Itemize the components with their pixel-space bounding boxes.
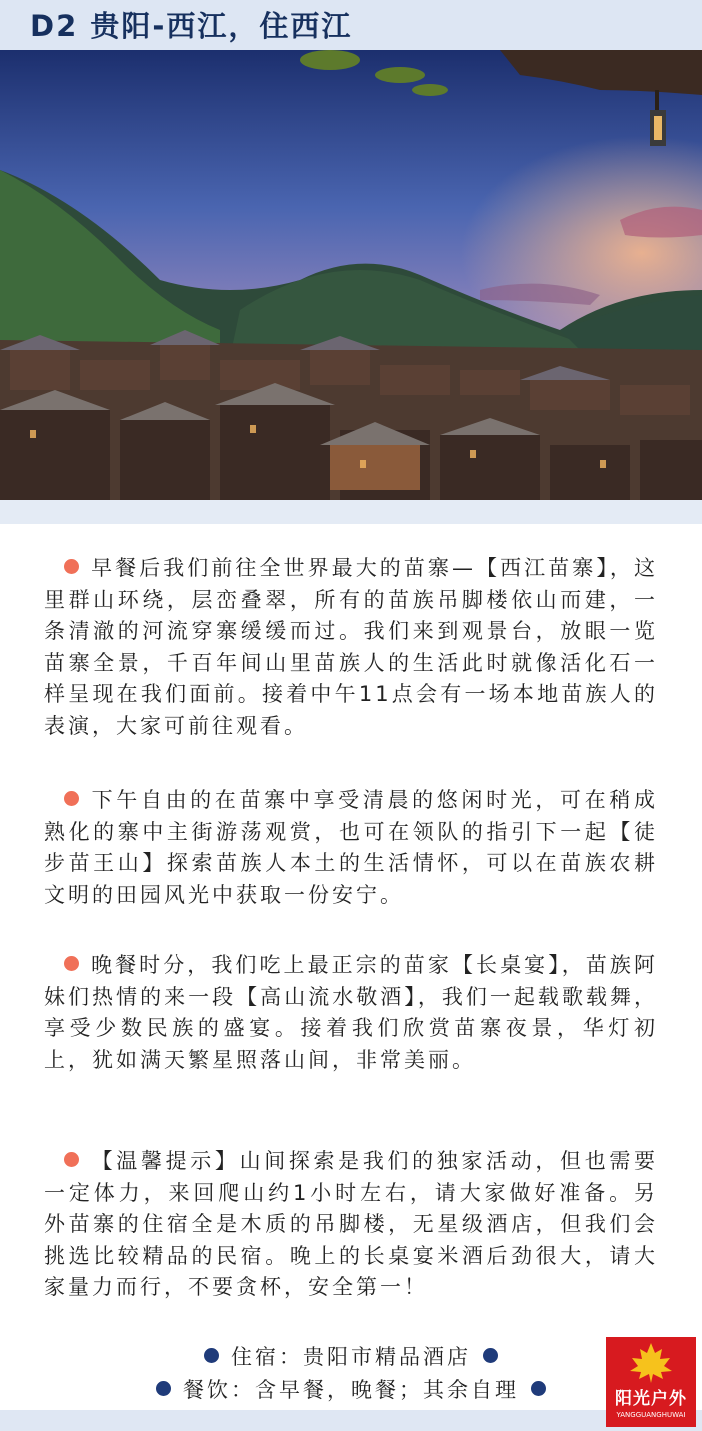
mountain-village-photo <box>0 50 702 500</box>
separator-band <box>0 500 702 524</box>
day-title: D2 贵阳-西江，住西江 <box>30 9 353 43</box>
meals-line: 餐饮：含早餐，晚餐；其余自理 <box>0 1375 702 1405</box>
brand-logo <box>606 1337 696 1427</box>
bottom-band <box>0 1410 702 1431</box>
bullet-dot-icon <box>204 1348 219 1363</box>
paragraph-morning: 早餐后我们前往全世界最大的苗寨—【西江苗寨】，这里群山环绕，层峦叠翠，所有的苗族吊脚楼依山而建，一条清澈的河流穿寨缓缓而过。我们来到观景台，放眼一览苗寨全景，千百年间山里苗族人的生活此时就像活化石一样呈现在我们面前。接着中午11点会有一场本地苗族人的表演，大家可前往观看。 <box>44 556 658 738</box>
logo-name-en: YANGGUANGHUWAI <box>616 1411 686 1419</box>
bullet-dot-icon <box>64 1152 79 1167</box>
paragraph-evening: 晚餐时分，我们吃上最正宗的苗家【长桌宴】，苗族阿妹们热情的来一段【高山流水敬酒】，我们一起载歌载舞，享受少数民族的盛宴。接着我们欣赏苗寨夜景，华灯初上，犹如满天繁星照落山间，非常美丽。 <box>44 953 658 1072</box>
bullet-dot-icon <box>483 1348 498 1363</box>
logo-name-cn: 阳光户外 <box>615 1389 687 1409</box>
paragraph-tips: 【温馨提示】山间探索是我们的独家活动，但也需要一定体力，来回爬山约1小时左右，请大家做好准备。另外苗寨的住宿全是木质的吊脚楼，无星级酒店，但我们会挑选比较精品的民宿。晚上的长桌宴米酒后劲很大，请大家量力而行，不要贪杯，安全第一！ <box>44 1149 658 1299</box>
paragraph-afternoon: 下午自由的在苗寨中享受清晨的悠闲时光，可在稍成熟化的寨中主街游荡观赏，也可在领队的指引下一起【徒步苗王山】探索苗族人本土的生活情怀，可以在苗族农耕文明的田园风光中获取一份安宁。 <box>44 788 658 907</box>
bullet-dot-icon <box>531 1381 546 1396</box>
bullet-dot-icon <box>64 791 79 806</box>
bullet-dot-icon <box>64 956 79 971</box>
bullet-dot-icon <box>64 559 79 574</box>
bullet-dot-icon <box>156 1381 171 1396</box>
maple-leaf-icon <box>628 1341 674 1385</box>
lodging-line: 住宿：贵阳市精品酒店 <box>0 1342 702 1372</box>
